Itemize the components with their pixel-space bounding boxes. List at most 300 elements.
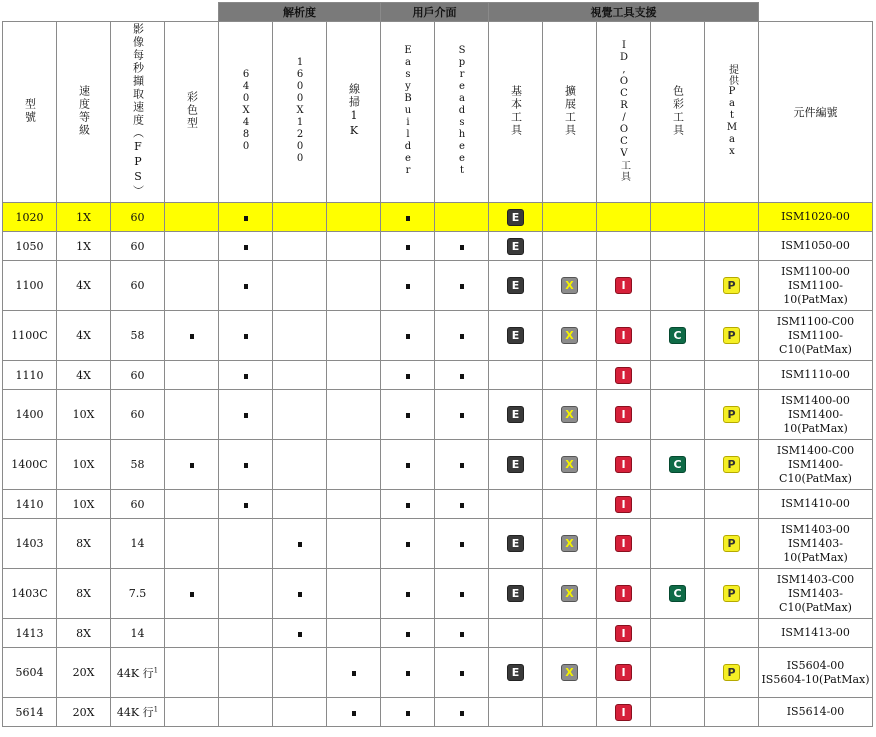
- cell-extended-tools: [543, 619, 597, 648]
- tool-E-icon: E: [507, 456, 524, 473]
- cell-speed: 8X: [57, 619, 111, 648]
- feature-dot: [406, 413, 410, 418]
- cell-id-ocr-tools: [597, 569, 651, 619]
- tool-C-icon: C: [669, 456, 686, 473]
- part-number-line: ISM1400-C00: [776, 443, 855, 457]
- cell-color: [165, 203, 219, 232]
- column-header-row: [3, 22, 873, 203]
- cell-speed: 10X: [57, 490, 111, 519]
- cell-patmax: [705, 698, 759, 727]
- part-number-line: ISM1050-00: [781, 239, 850, 252]
- feature-dot: [244, 284, 248, 289]
- table-row: [3, 390, 873, 440]
- cell-id-ocr-tools: [597, 490, 651, 519]
- cell-color: [165, 390, 219, 440]
- table-row: [3, 311, 873, 361]
- cell-color-tools: [651, 203, 705, 232]
- fps-value: 14: [130, 626, 145, 640]
- cell-patmax: [705, 440, 759, 490]
- cell-patmax: [705, 490, 759, 519]
- cell-640x480: [219, 311, 273, 361]
- cell-fps: [111, 261, 165, 311]
- fps-value: 60: [130, 239, 145, 253]
- fps-value: 60: [130, 368, 145, 382]
- cell-spreadsheet: [435, 390, 489, 440]
- part-number-line: ISM1400-10(PatMax): [783, 407, 848, 435]
- tool-C-icon: C: [669, 585, 686, 602]
- cell-model: 1100C: [3, 311, 57, 361]
- feature-dot: [460, 245, 464, 250]
- cell-fps: [111, 519, 165, 569]
- cell-extended-tools: [543, 361, 597, 390]
- fps-value: 60: [130, 497, 145, 511]
- table-row: [3, 440, 873, 490]
- feature-dot: [244, 463, 248, 468]
- col-speed: 速度等級: [57, 22, 111, 203]
- feature-dot: [406, 711, 410, 716]
- cell-spreadsheet: [435, 361, 489, 390]
- cell-spreadsheet: [435, 203, 489, 232]
- cell-easybuilder: [381, 619, 435, 648]
- cell-spreadsheet: [435, 569, 489, 619]
- col-color: 彩色型: [165, 22, 219, 203]
- blank-corner: [3, 3, 219, 22]
- cell-fps: [111, 619, 165, 648]
- feature-dot: [406, 216, 410, 221]
- cell-speed: 8X: [57, 569, 111, 619]
- cell-color-tools: [651, 698, 705, 727]
- cell-fps: [111, 311, 165, 361]
- cell-patmax: [705, 261, 759, 311]
- tool-I-icon: I: [615, 327, 632, 344]
- cell-easybuilder: [381, 203, 435, 232]
- cell-speed: 1X: [57, 232, 111, 261]
- cell-color-tools: [651, 519, 705, 569]
- feature-dot: [406, 374, 410, 379]
- tool-I-icon: I: [615, 625, 632, 642]
- cell-part-number: [759, 519, 873, 569]
- cell-spreadsheet: [435, 619, 489, 648]
- cell-part-number: [759, 569, 873, 619]
- part-number-line: ISM1400-: [788, 457, 843, 471]
- feature-dot: [406, 245, 410, 250]
- part-number-line: ISM1413-00: [781, 626, 850, 639]
- part-number-line: ISM1410-00: [781, 497, 850, 510]
- cell-basic-tools: [489, 569, 543, 619]
- cell-spreadsheet: [435, 261, 489, 311]
- cell-part-number: [759, 490, 873, 519]
- cell-line-scan: [327, 519, 381, 569]
- cell-extended-tools: [543, 311, 597, 361]
- feature-dot: [460, 503, 464, 508]
- tool-X-icon: X: [561, 456, 578, 473]
- fps-footnote: 1: [153, 665, 159, 674]
- tool-I-icon: I: [615, 367, 632, 384]
- part-number-line: ISM1100-C00: [776, 314, 855, 328]
- cell-id-ocr-tools: [597, 361, 651, 390]
- group-vision-tools: 視覺工具支援: [489, 3, 759, 22]
- product-spec-table: [2, 2, 873, 727]
- cell-patmax: [705, 390, 759, 440]
- table-row: [3, 261, 873, 311]
- col-1600x1200: 1600X1200: [273, 22, 327, 203]
- col-line-scan: 線掃1K: [327, 22, 381, 203]
- feature-dot: [460, 592, 464, 597]
- part-number-line: ISM1403-: [788, 586, 843, 600]
- feature-dot: [406, 671, 410, 676]
- cell-model: 1050: [3, 232, 57, 261]
- cell-fps: [111, 203, 165, 232]
- cell-speed: 10X: [57, 440, 111, 490]
- cell-spreadsheet: [435, 648, 489, 698]
- col-fps: 影像每秒擷取速度（FPS）: [111, 22, 165, 203]
- cell-1600x1200: [273, 232, 327, 261]
- col-patmax: 提供PatMax: [705, 22, 759, 203]
- tool-E-icon: E: [507, 406, 524, 423]
- cell-speed: 8X: [57, 519, 111, 569]
- cell-extended-tools: [543, 203, 597, 232]
- part-number-line: C10(PatMax): [779, 600, 852, 614]
- cell-id-ocr-tools: [597, 619, 651, 648]
- table-row: [3, 519, 873, 569]
- cell-1600x1200: [273, 648, 327, 698]
- cell-id-ocr-tools: [597, 390, 651, 440]
- tool-C-icon: C: [669, 327, 686, 344]
- cell-model: 1110: [3, 361, 57, 390]
- tool-E-icon: E: [507, 277, 524, 294]
- col-easybuilder: EasyBuilder: [381, 22, 435, 203]
- part-number-line: IS5604-10(PatMax): [761, 672, 870, 686]
- fps-value: 14: [130, 537, 145, 550]
- cell-extended-tools: [543, 698, 597, 727]
- part-number-line: ISM1020-00: [781, 210, 850, 223]
- cell-1600x1200: [273, 261, 327, 311]
- cell-color: [165, 361, 219, 390]
- col-model: 型號: [3, 22, 57, 203]
- tool-P-icon: P: [723, 456, 740, 473]
- cell-color: [165, 648, 219, 698]
- cell-easybuilder: [381, 311, 435, 361]
- cell-model: 1410: [3, 490, 57, 519]
- feature-dot: [460, 671, 464, 676]
- cell-basic-tools: [489, 203, 543, 232]
- cell-1600x1200: [273, 490, 327, 519]
- cell-easybuilder: [381, 390, 435, 440]
- part-number-line: ISM1403-10(PatMax): [783, 536, 848, 564]
- cell-1600x1200: [273, 203, 327, 232]
- cell-1600x1200: [273, 698, 327, 727]
- group-ui: 用戶介面: [381, 3, 489, 22]
- tool-E-icon: E: [507, 535, 524, 552]
- feature-dot: [460, 711, 464, 716]
- cell-patmax: [705, 648, 759, 698]
- feature-dot: [460, 632, 464, 637]
- tool-I-icon: I: [615, 535, 632, 552]
- cell-color-tools: [651, 440, 705, 490]
- feature-dot: [406, 284, 410, 289]
- cell-1600x1200: [273, 569, 327, 619]
- feature-dot: [406, 542, 410, 547]
- cell-easybuilder: [381, 648, 435, 698]
- tool-P-icon: P: [723, 277, 740, 294]
- table-row: [3, 361, 873, 390]
- cell-color-tools: [651, 311, 705, 361]
- cell-patmax: [705, 619, 759, 648]
- cell-line-scan: [327, 698, 381, 727]
- cell-model: 5614: [3, 698, 57, 727]
- cell-patmax: [705, 203, 759, 232]
- cell-speed: 4X: [57, 311, 111, 361]
- cell-fps: [111, 440, 165, 490]
- tool-I-icon: I: [615, 704, 632, 721]
- cell-model: 1403: [3, 519, 57, 569]
- feature-dot: [352, 671, 356, 676]
- cell-id-ocr-tools: [597, 648, 651, 698]
- cell-640x480: [219, 261, 273, 311]
- cell-fps: [111, 569, 165, 619]
- feature-dot: [406, 463, 410, 468]
- tool-I-icon: I: [615, 406, 632, 423]
- cell-extended-tools: [543, 390, 597, 440]
- tool-E-icon: E: [507, 327, 524, 344]
- cell-1600x1200: [273, 311, 327, 361]
- col-id-ocr-tools: ID,OCR/OCV工具: [597, 22, 651, 203]
- cell-part-number: [759, 361, 873, 390]
- cell-line-scan: [327, 569, 381, 619]
- cell-color: [165, 698, 219, 727]
- cell-part-number: [759, 390, 873, 440]
- part-number-line: C10(PatMax): [779, 342, 852, 356]
- feature-dot: [406, 592, 410, 597]
- col-part-number: 元件編號: [759, 22, 873, 203]
- tool-P-icon: P: [723, 585, 740, 602]
- feature-dot: [190, 592, 194, 597]
- tool-E-icon: E: [507, 664, 524, 681]
- cell-id-ocr-tools: [597, 261, 651, 311]
- feature-dot: [244, 334, 248, 339]
- cell-model: 1413: [3, 619, 57, 648]
- table-row: [3, 619, 873, 648]
- table-row: [3, 203, 873, 232]
- cell-extended-tools: [543, 569, 597, 619]
- cell-model: 1400: [3, 390, 57, 440]
- cell-extended-tools: [543, 261, 597, 311]
- col-640x480: 640X480: [219, 22, 273, 203]
- cell-model: 1400C: [3, 440, 57, 490]
- cell-extended-tools: [543, 648, 597, 698]
- cell-id-ocr-tools: [597, 519, 651, 569]
- col-extended-tools: 擴展工具: [543, 22, 597, 203]
- cell-basic-tools: [489, 519, 543, 569]
- part-number-line: ISM1403-00: [781, 522, 850, 536]
- feature-dot: [460, 463, 464, 468]
- cell-easybuilder: [381, 361, 435, 390]
- feature-dot: [406, 632, 410, 637]
- table-row: [3, 648, 873, 698]
- cell-speed: 4X: [57, 361, 111, 390]
- cell-color: [165, 311, 219, 361]
- cell-part-number: [759, 619, 873, 648]
- cell-line-scan: [327, 648, 381, 698]
- cell-color: [165, 619, 219, 648]
- group-resolution: 解析度: [219, 3, 381, 22]
- part-number-line: ISM1100-10(PatMax): [783, 278, 848, 306]
- cell-640x480: [219, 390, 273, 440]
- fps-value: 44K 行: [116, 706, 154, 719]
- feature-dot: [244, 413, 248, 418]
- cell-line-scan: [327, 311, 381, 361]
- cell-easybuilder: [381, 698, 435, 727]
- part-number-line: ISM1110-00: [781, 368, 850, 381]
- tool-P-icon: P: [723, 535, 740, 552]
- feature-dot: [406, 503, 410, 508]
- cell-1600x1200: [273, 390, 327, 440]
- cell-color: [165, 519, 219, 569]
- cell-line-scan: [327, 361, 381, 390]
- cell-extended-tools: [543, 440, 597, 490]
- cell-speed: 20X: [57, 648, 111, 698]
- cell-easybuilder: [381, 519, 435, 569]
- cell-1600x1200: [273, 440, 327, 490]
- part-number-line: IS5604-00: [786, 658, 845, 672]
- cell-1600x1200: [273, 519, 327, 569]
- tool-I-icon: I: [615, 277, 632, 294]
- cell-640x480: [219, 203, 273, 232]
- cell-part-number: [759, 203, 873, 232]
- cell-extended-tools: [543, 519, 597, 569]
- cell-patmax: [705, 311, 759, 361]
- cell-spreadsheet: [435, 519, 489, 569]
- cell-color-tools: [651, 232, 705, 261]
- tool-P-icon: P: [723, 327, 740, 344]
- cell-model: 1100: [3, 261, 57, 311]
- feature-dot: [244, 216, 248, 221]
- tool-I-icon: I: [615, 496, 632, 513]
- cell-speed: 4X: [57, 261, 111, 311]
- cell-part-number: [759, 261, 873, 311]
- feature-dot: [298, 632, 302, 637]
- feature-dot: [460, 284, 464, 289]
- fps-value: 60: [130, 210, 145, 224]
- feature-dot: [298, 592, 302, 597]
- cell-spreadsheet: [435, 440, 489, 490]
- fps-value: 58: [130, 329, 145, 342]
- tool-E-icon: E: [507, 238, 524, 255]
- feature-dot: [244, 503, 248, 508]
- feature-dot: [298, 542, 302, 547]
- cell-fps: [111, 490, 165, 519]
- feature-dot: [352, 711, 356, 716]
- cell-line-scan: [327, 261, 381, 311]
- cell-basic-tools: [489, 440, 543, 490]
- feature-dot: [460, 413, 464, 418]
- cell-part-number: [759, 232, 873, 261]
- cell-patmax: [705, 361, 759, 390]
- part-number-line: C10(PatMax): [779, 471, 852, 485]
- tool-X-icon: X: [561, 327, 578, 344]
- cell-640x480: [219, 619, 273, 648]
- tool-X-icon: X: [561, 406, 578, 423]
- cell-color: [165, 440, 219, 490]
- cell-easybuilder: [381, 232, 435, 261]
- cell-basic-tools: [489, 311, 543, 361]
- tool-I-icon: I: [615, 585, 632, 602]
- feature-dot: [406, 334, 410, 339]
- cell-color-tools: [651, 261, 705, 311]
- fps-footnote: 1: [153, 705, 159, 714]
- cell-line-scan: [327, 440, 381, 490]
- cell-easybuilder: [381, 490, 435, 519]
- tool-E-icon: E: [507, 209, 524, 226]
- cell-patmax: [705, 232, 759, 261]
- cell-id-ocr-tools: [597, 203, 651, 232]
- cell-part-number: [759, 698, 873, 727]
- cell-color: [165, 261, 219, 311]
- tool-I-icon: I: [615, 664, 632, 681]
- col-color-tools: 色彩工具: [651, 22, 705, 203]
- tool-E-icon: E: [507, 585, 524, 602]
- cell-color-tools: [651, 361, 705, 390]
- cell-640x480: [219, 440, 273, 490]
- cell-color-tools: [651, 569, 705, 619]
- cell-basic-tools: [489, 261, 543, 311]
- cell-model: 1020: [3, 203, 57, 232]
- feature-dot: [460, 542, 464, 547]
- cell-color: [165, 490, 219, 519]
- cell-fps: [111, 648, 165, 698]
- cell-color-tools: [651, 619, 705, 648]
- cell-part-number: [759, 311, 873, 361]
- cell-color-tools: [651, 390, 705, 440]
- cell-line-scan: [327, 203, 381, 232]
- cell-model: 5604: [3, 648, 57, 698]
- tool-X-icon: X: [561, 585, 578, 602]
- cell-line-scan: [327, 490, 381, 519]
- cell-part-number: [759, 648, 873, 698]
- cell-line-scan: [327, 390, 381, 440]
- cell-1600x1200: [273, 361, 327, 390]
- cell-color: [165, 232, 219, 261]
- part-number-line: ISM1100-00: [781, 264, 850, 278]
- cell-id-ocr-tools: [597, 232, 651, 261]
- cell-line-scan: [327, 619, 381, 648]
- cell-spreadsheet: [435, 490, 489, 519]
- col-basic-tools: 基本工具: [489, 22, 543, 203]
- cell-easybuilder: [381, 261, 435, 311]
- table-row: [3, 698, 873, 727]
- cell-fps: [111, 390, 165, 440]
- feature-dot: [190, 463, 194, 468]
- cell-640x480: [219, 361, 273, 390]
- blank-part: [759, 3, 873, 22]
- cell-spreadsheet: [435, 698, 489, 727]
- cell-speed: 10X: [57, 390, 111, 440]
- feature-dot: [244, 245, 248, 250]
- cell-id-ocr-tools: [597, 311, 651, 361]
- table-row: [3, 232, 873, 261]
- tool-X-icon: X: [561, 535, 578, 552]
- cell-basic-tools: [489, 698, 543, 727]
- cell-easybuilder: [381, 569, 435, 619]
- feature-dot: [244, 374, 248, 379]
- fps-value: 7.5: [128, 587, 147, 600]
- cell-extended-tools: [543, 232, 597, 261]
- cell-part-number: [759, 440, 873, 490]
- cell-fps: [111, 698, 165, 727]
- cell-spreadsheet: [435, 232, 489, 261]
- fps-value: 58: [130, 458, 145, 471]
- cell-basic-tools: [489, 648, 543, 698]
